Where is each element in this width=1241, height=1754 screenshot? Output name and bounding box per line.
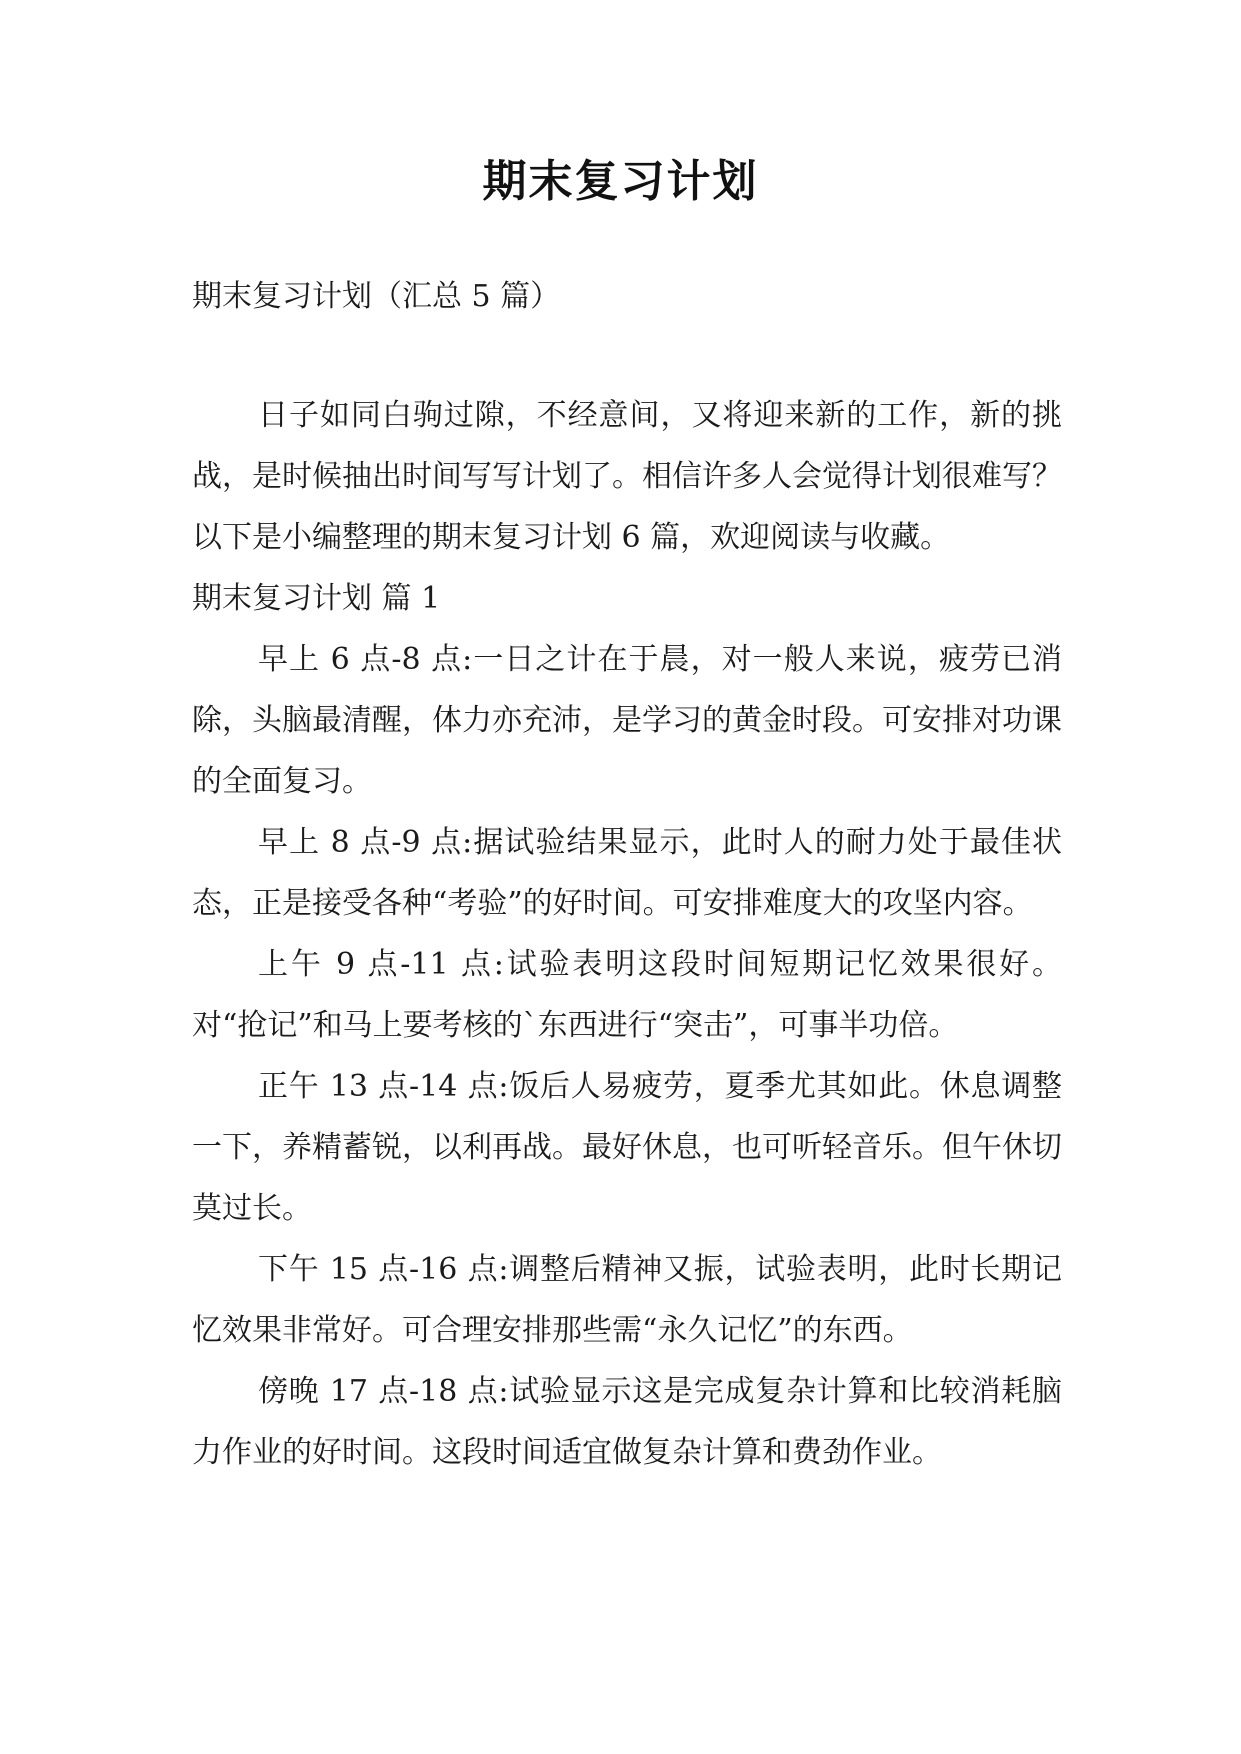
schedule-paragraph: 早上 6 点-8 点:一日之计在于晨，对一般人来说，疲劳已消除，头脑最清醒，体力亦充沛，是学习的黄金时段。可安排对功课的全面复习。 bbox=[192, 642, 1062, 799]
document-body bbox=[192, 266, 1062, 1483]
spacer bbox=[192, 327, 1062, 385]
schedule-paragraph: 下午 15 点-16 点:调整后精神又振，试验表明，此时长期记忆效果非常好。可合理安排那些需“永久记忆”的东西。 bbox=[192, 1252, 1062, 1348]
section-heading: 期末复习计划 篇 1 bbox=[192, 581, 441, 616]
schedule-paragraph: 早上 8 点-9 点:据试验结果显示，此时人的耐力处于最佳状态，正是接受各种“考验”的好时间。可安排难度大的攻坚内容。 bbox=[192, 825, 1062, 921]
document-subtitle: 期末复习计划（汇总 5 篇） bbox=[192, 279, 561, 314]
schedule-paragraph: 傍晚 17 点-18 点:试验显示这是完成复杂计算和比较消耗脑力作业的好时间。这段时间适宜做复杂计算和费劲作业。 bbox=[192, 1374, 1062, 1470]
schedule-paragraph: 上午 9 点-11 点:试验表明这段时间短期记忆效果很好。对“抢记”和马上要考核的`东西进行“突击”，可事半功倍。 bbox=[192, 947, 1062, 1043]
intro-paragraph: 日子如同白驹过隙，不经意间，又将迎来新的工作，新的挑战，是时候抽出时间写写计划了。相信许多人会觉得计划很难写？以下是小编整理的期末复习计划 6 篇，欢迎阅读与收藏。 bbox=[192, 398, 1062, 555]
document-title: 期末复习计划 bbox=[482, 156, 759, 207]
schedule-paragraph: 正午 13 点-14 点:饭后人易疲劳，夏季尤其如此。休息调整一下，养精蓄锐，以利再战。最好休息，也可听轻音乐。但午休切莫过长。 bbox=[192, 1069, 1062, 1226]
